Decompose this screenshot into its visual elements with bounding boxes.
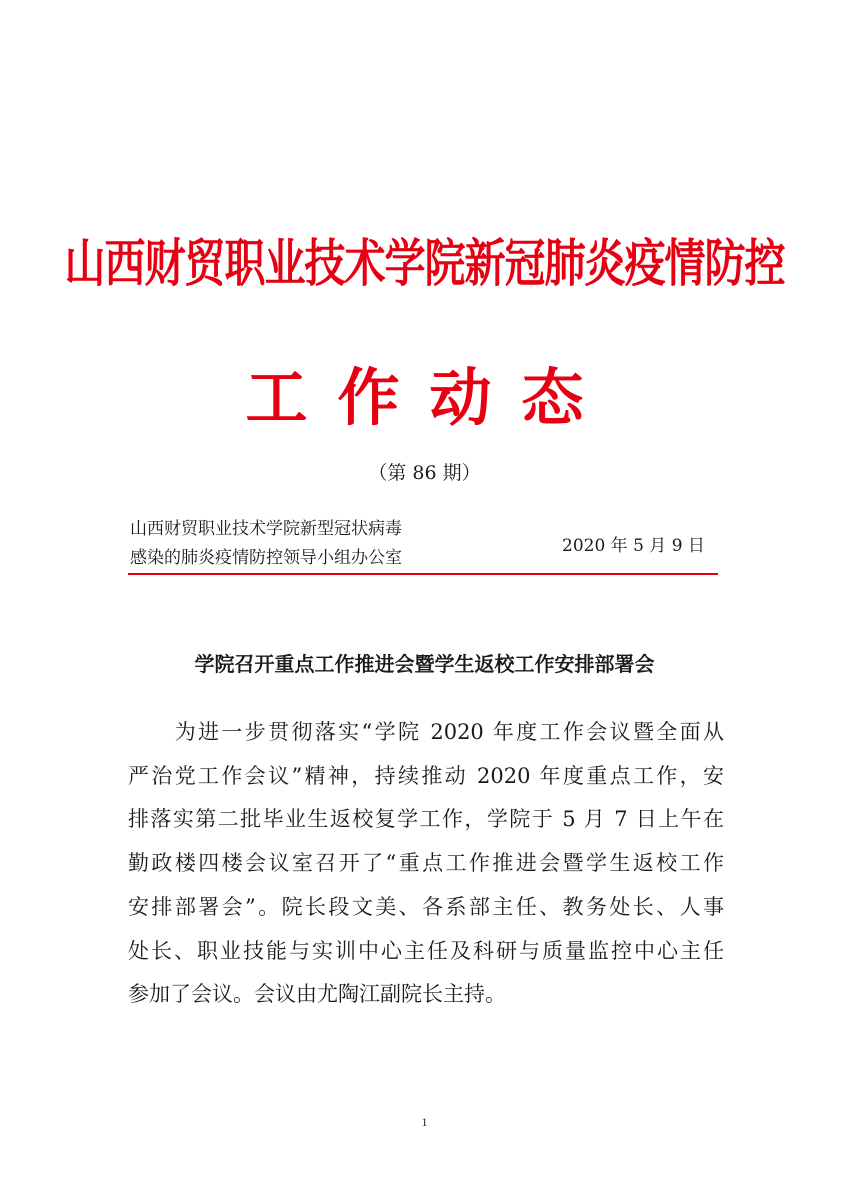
issuer-line-2: 感染的肺炎疫情防控领导小组办公室 <box>130 548 402 568</box>
body-line: 处长、职业技能与实训中心主任及科研与质量监控中心主任 <box>128 938 724 963</box>
red-divider-rule <box>128 573 718 575</box>
issuer-block <box>130 515 402 573</box>
page-number: 1 <box>421 1115 428 1129</box>
body-line: 排落实第二批毕业生返校复学工作，学院于 5 月 7 日上午在 <box>128 807 724 832</box>
issuer-line-1: 山西财贸职业技术学院新型冠状病毒 <box>130 519 402 539</box>
bulletin-masthead-title: 山西财贸职业技术学院新冠肺炎疫情防控 <box>64 233 785 294</box>
article-body <box>128 711 724 1017</box>
body-line: 参加了会议。会议由尤陶江副院长主持。 <box>128 982 506 1007</box>
bulletin-masthead-subtitle: 工作动态 <box>245 361 614 434</box>
issue-number: （第 86 期） <box>368 462 481 484</box>
issue-date: 2020 年 5 月 9 日 <box>562 536 705 556</box>
body-line: 严治党工作会议”精神，持续推动 2020 年度重点工作，安 <box>128 763 724 788</box>
body-line: 安排部署会”。院长段文美、各系部主任、教务处长、人事 <box>128 894 724 919</box>
article-title: 学院召开重点工作推进会暨学生返校工作安排部署会 <box>194 652 655 676</box>
body-line: 勤政楼四楼会议室召开了“重点工作推进会暨学生返校工作 <box>128 851 724 876</box>
body-line: 为进一步贯彻落实“学院 2020 年度工作会议暨全面从 <box>128 720 724 744</box>
